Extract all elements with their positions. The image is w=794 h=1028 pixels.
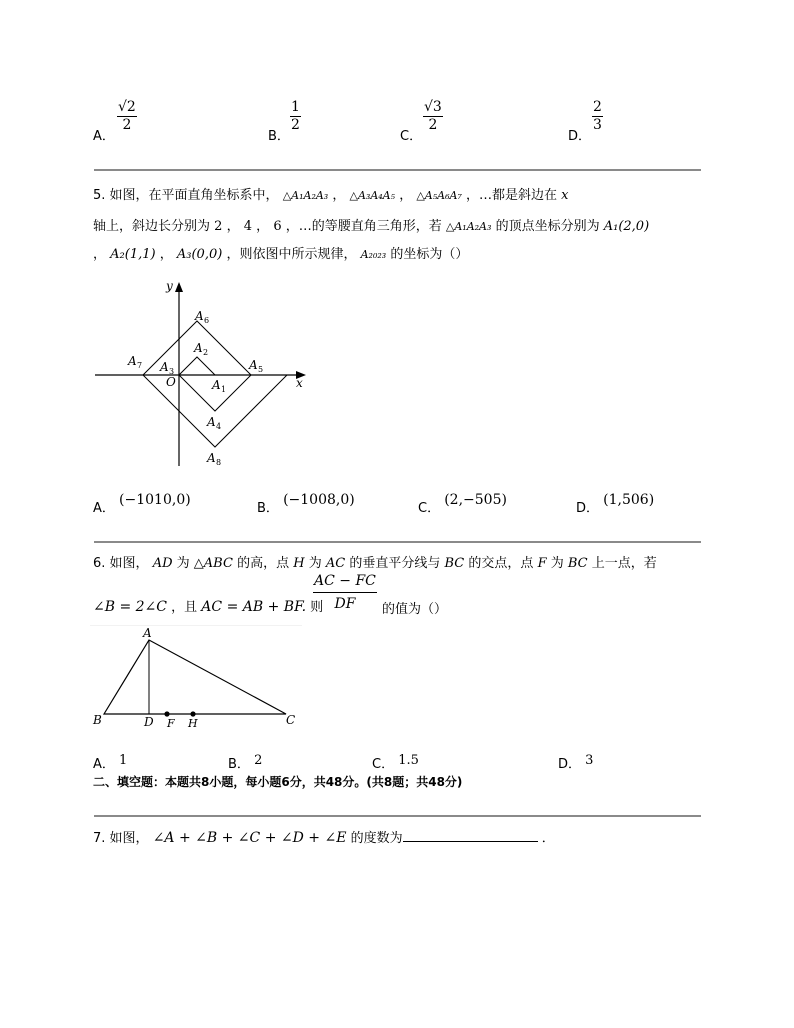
triangle-abc	[104, 640, 286, 714]
q6-segment-bc: BC	[444, 556, 465, 571]
option-label: B．	[257, 501, 279, 516]
q5-option-b	[257, 492, 355, 516]
q5-line-2: 轴上，斜边长分别为 2 ， 4 ， 6 ，…的等腰直角三角形，若 △A₁A₂A₃ 的顶点坐标分别为 A₁(2,0)	[93, 219, 650, 234]
q6-text: 则	[310, 600, 324, 615]
question-divider	[94, 541, 701, 543]
q4-option-a-denominator: 2	[122, 117, 132, 133]
q5-text: ，…的等腰直角三角形，若	[285, 219, 442, 234]
label-a3	[159, 360, 174, 376]
svg-text:A: A	[207, 415, 216, 429]
q6-option-c	[372, 753, 419, 772]
q6-text: 的垂直平分线与	[349, 556, 441, 571]
q4-option-c-denominator: 2	[428, 117, 438, 133]
q6-point-f: F	[537, 556, 547, 571]
label-h: H	[188, 717, 198, 730]
y-axis-arrow	[175, 282, 183, 292]
q6-fraction-denominator: DF	[334, 596, 356, 612]
q5-triangle-3: △A₅A₆A₇	[416, 189, 462, 202]
svg-text:3: 3	[169, 367, 175, 376]
q6-line-2	[93, 596, 323, 615]
q4-option-a-numerator: √2	[118, 99, 136, 115]
point-h	[190, 711, 195, 716]
label-a: A	[143, 626, 152, 640]
q6-point-h: H	[293, 556, 305, 571]
label-b: B	[93, 713, 102, 727]
option-label: B．	[228, 757, 250, 772]
svg-text:4: 4	[216, 422, 222, 431]
origin-label: O	[166, 375, 176, 389]
svg-text:5: 5	[258, 365, 264, 374]
q6-text: 6. 如图，	[93, 556, 149, 571]
q5-text: 轴上，斜边长分别为	[93, 219, 211, 234]
separator: ，	[399, 188, 413, 203]
q4-option-b-fraction	[290, 99, 301, 134]
q6-fraction-numerator: AC − FC	[314, 573, 376, 589]
option-value: (2,−505)	[444, 492, 507, 508]
label-a6	[194, 309, 209, 325]
svg-text:6: 6	[204, 316, 210, 325]
q4-option-b-denominator: 2	[291, 117, 300, 133]
q4-option-d-fraction	[592, 99, 603, 134]
q5-text: ，…都是斜边在	[466, 188, 558, 203]
q6-text: ，且	[171, 600, 198, 615]
q6-text: 为	[308, 556, 322, 571]
q5-intro-text: 5. 如图，在平面直角坐标系中，	[93, 188, 279, 203]
q4-option-d-numerator: 2	[593, 99, 602, 115]
q6-text: 为	[550, 556, 564, 571]
label-a8	[206, 451, 221, 467]
q4-option-c-numerator: √3	[424, 99, 442, 115]
q6-text: 上一点，若	[591, 556, 657, 571]
svg-text:A: A	[160, 360, 169, 374]
label-a7	[127, 354, 142, 370]
label-f: F	[167, 717, 175, 730]
q5-option-a	[93, 492, 191, 516]
q6-condition-sides: AC = AB + BF.	[201, 599, 307, 615]
label-d: D	[144, 715, 154, 729]
q5-length-3: 6	[273, 219, 282, 234]
q5-option-c	[418, 492, 507, 516]
q4-option-d-label: D．	[568, 129, 592, 144]
label-a4	[206, 415, 221, 431]
svg-text:A: A	[195, 309, 204, 323]
svg-text:A: A	[128, 354, 137, 368]
question-divider	[94, 815, 701, 817]
q7-text: 7. 如图，	[93, 831, 149, 846]
point-f	[164, 711, 169, 716]
q7-answer-blank[interactable]	[403, 829, 538, 842]
option-label: D．	[558, 757, 582, 772]
option-value: 1.5	[398, 753, 419, 768]
q5-triangle-1: △A₁A₂A₃	[282, 189, 329, 202]
q5-option-d	[576, 492, 655, 516]
q5-coordinate-figure	[90, 278, 320, 473]
q7-angle-expression: ∠A + ∠B + ∠C + ∠D + ∠E	[152, 830, 347, 846]
q5-triangle-1-ref: △A₁A₂A₃	[445, 220, 492, 233]
q7-text: 的度数为	[350, 831, 403, 846]
option-value: 2	[254, 753, 263, 768]
q4-option-c-fraction	[423, 99, 443, 134]
x-axis-label: x	[296, 376, 303, 390]
label-c: C	[286, 713, 296, 727]
q6-segment-bc: BC	[567, 556, 588, 571]
q6-triangle-figure	[90, 625, 302, 735]
fraction-bar	[313, 592, 377, 593]
q6-segment-ac: AC	[325, 556, 346, 571]
option-value: 3	[585, 753, 594, 768]
q6-question-end: 的值为（）	[382, 602, 448, 617]
q5-length-2: 4	[243, 219, 253, 234]
option-value: (1,506)	[603, 492, 655, 508]
q4-option-a-fraction	[117, 99, 137, 134]
q6-option-b	[228, 753, 262, 772]
q4-option-b-numerator: 1	[291, 99, 300, 115]
svg-text:1: 1	[221, 385, 227, 394]
option-label: D．	[576, 501, 600, 516]
q5-text: 的坐标为（）	[390, 247, 469, 262]
section-heading: 二、填空题：本题共8小题，每小题6分，共48分。(共8题；共48分)	[93, 775, 463, 789]
q5-point-a1: A₁(2,0)	[603, 219, 650, 234]
separator: ，	[332, 188, 346, 203]
q6-segment-ad: AD	[152, 556, 173, 571]
q5-length-1: 2	[214, 219, 223, 234]
q5-triangle-2: △A₃A₄A₅	[349, 189, 396, 202]
q5-point-a3: A₃(0,0)	[176, 247, 223, 262]
svg-text:2: 2	[203, 348, 209, 357]
q5-point-a2023: A₂₀₂₃	[360, 248, 387, 261]
q4-option-b-label: B．	[268, 129, 290, 144]
option-label: A．	[93, 501, 115, 516]
q4-option-d-denominator: 3	[593, 117, 602, 133]
q6-line-1	[93, 552, 657, 571]
svg-text:7: 7	[137, 361, 143, 370]
q5-line-3: ， A₂(1,1) ， A₃(0,0) ，则依图中所示规律， A₂₀₂₃ 的坐标为（）	[93, 247, 469, 262]
label-a1	[211, 378, 226, 394]
svg-text:A: A	[207, 451, 216, 465]
q6-fraction	[313, 573, 377, 613]
q7-line-1	[93, 827, 555, 846]
q6-text: 为	[176, 556, 190, 571]
option-label: C．	[372, 757, 395, 772]
q6-text: 的交点，点	[468, 556, 534, 571]
q6-condition-angle: ∠B = 2∠C	[93, 599, 167, 615]
q6-option-d	[558, 753, 593, 772]
q5-point-a2: A₂(1,1)	[110, 247, 156, 262]
svg-text:8: 8	[216, 458, 222, 467]
q6-triangle-abc: △ABC	[193, 556, 233, 571]
triangle-a1a2a3	[179, 357, 215, 375]
q6-text: 的高，点	[237, 556, 290, 571]
label-a5	[248, 358, 263, 374]
q5-line-1	[93, 184, 569, 203]
q7-text: ．	[541, 831, 555, 846]
option-value: 1	[119, 753, 128, 768]
q6-option-a	[93, 753, 127, 772]
q5-text: ，则依图中所示规律，	[226, 247, 357, 262]
y-axis-label: y	[166, 279, 173, 293]
svg-text:A: A	[212, 378, 221, 392]
svg-text:A: A	[249, 358, 258, 372]
option-label: C．	[418, 501, 441, 516]
svg-text:A: A	[194, 341, 203, 355]
option-label: A．	[93, 757, 115, 772]
question-divider	[94, 169, 701, 171]
q5-x-variable: x	[561, 188, 569, 203]
option-value: (−1008,0)	[283, 492, 355, 508]
q5-text: 的顶点坐标分别为	[495, 219, 600, 234]
label-a2	[193, 341, 208, 357]
q4-option-c-label: C．	[400, 129, 423, 144]
option-value: (−1010,0)	[119, 492, 191, 508]
q4-option-a-label: A．	[93, 129, 115, 144]
